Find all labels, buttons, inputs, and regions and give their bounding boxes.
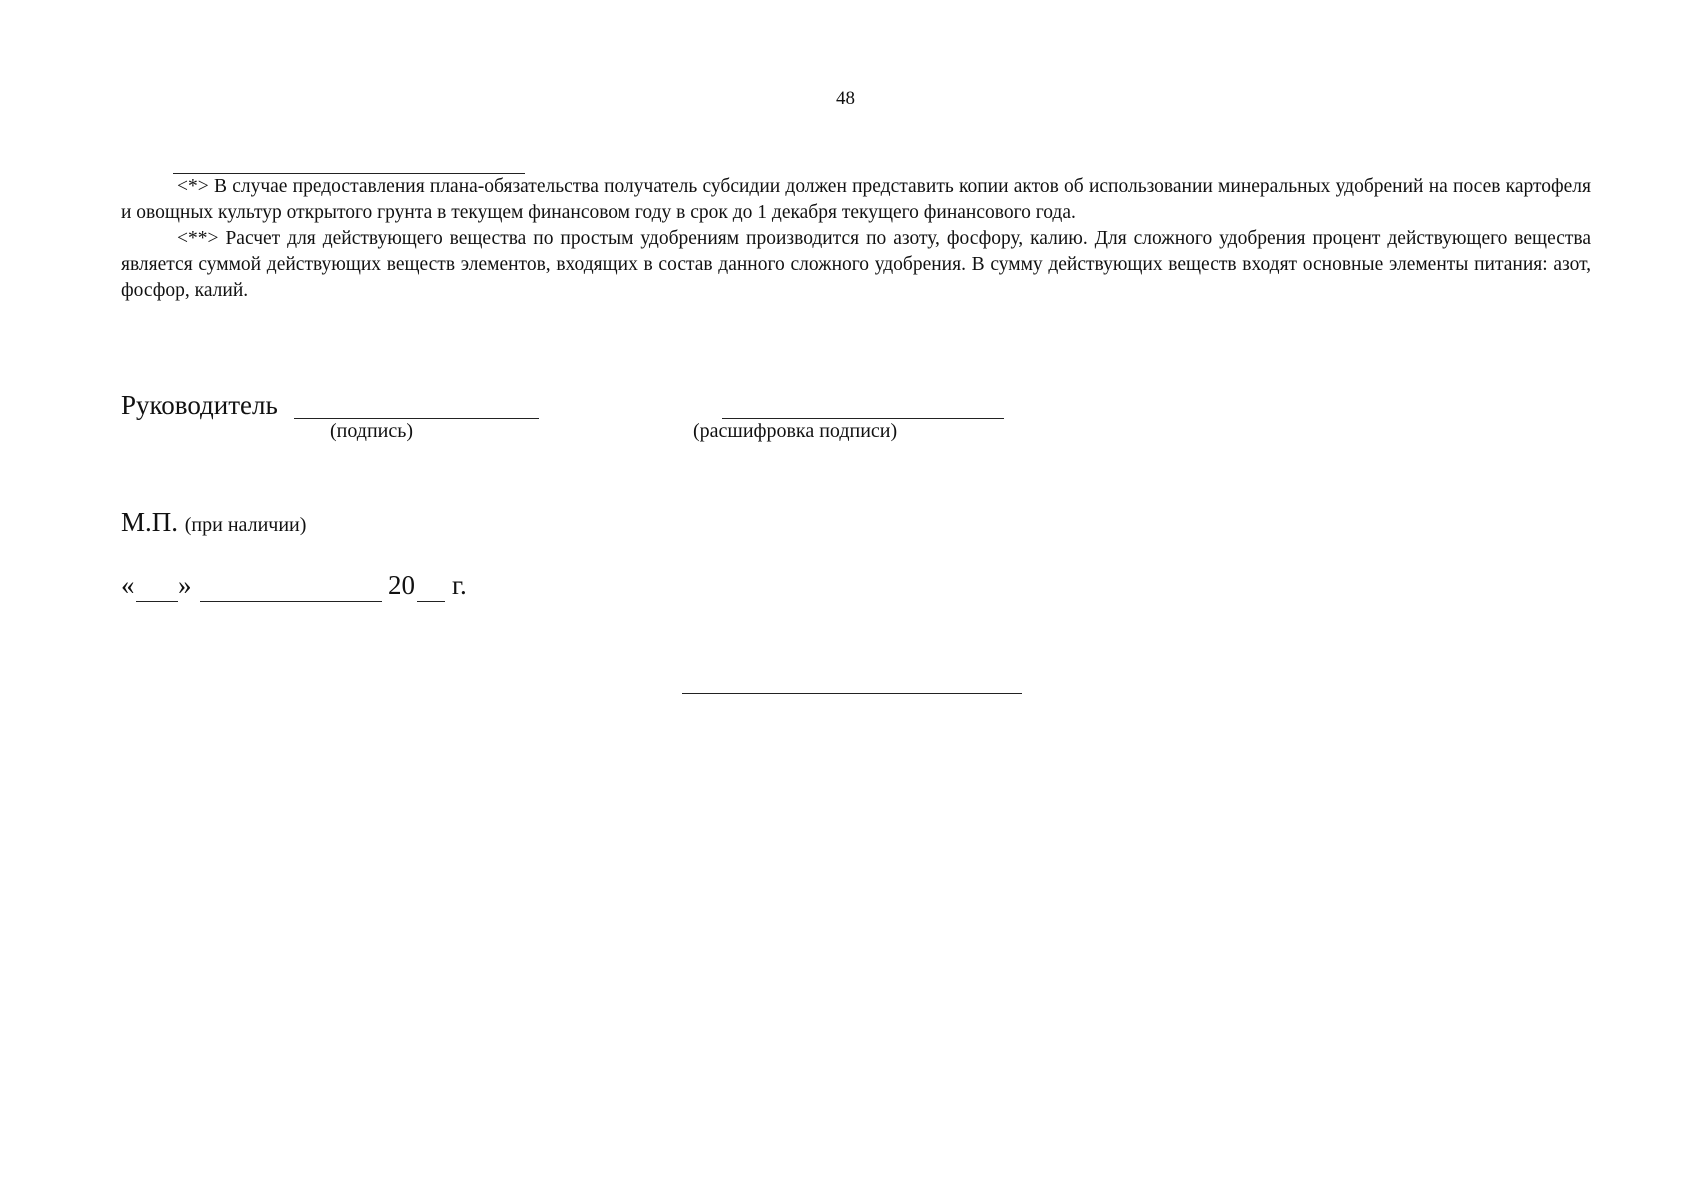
signature-line: [294, 418, 539, 419]
date-open-quote: «: [121, 570, 135, 600]
signature-caption: (подпись): [330, 420, 414, 442]
stamp-label: М.П.: [121, 507, 179, 537]
date-year-line: [417, 601, 445, 602]
date-month-line: [200, 601, 382, 602]
stamp-note: (при наличии): [184, 514, 307, 536]
date-day-line: [136, 601, 178, 602]
footnote-1: <*> В случае предоставления плана-обязательства получатель субсидии должен представить копии актов об использовании минеральных удобрений на посев картофеля и овощных культур открытого грунта в текущем финансовом году в срок до 1 декабря текущего финансового года.: [121, 176, 1591, 223]
date-year-suffix: г.: [452, 570, 467, 600]
decoding-caption: (расшифровка подписи): [693, 420, 898, 442]
signature-title: Руководитель: [121, 390, 278, 420]
date-close-quote: »: [178, 570, 192, 600]
page-number: 48: [836, 88, 855, 109]
decoding-line: [722, 418, 1004, 419]
end-of-document-line: [682, 693, 1022, 694]
date-year-prefix: 20: [388, 570, 415, 600]
footnotes: [121, 174, 1591, 304]
stamp-place: [121, 507, 306, 538]
footnote-2: <**> Расчет для действующего вещества по простым удобрениям производится по азоту, фосфору, калию. Для сложного удобрения процент действующего вещества является суммой действующих веществ элементов, входящих в состав данного сложного удобрения. В сумму действующих веществ входят основные элементы питания: азот, фосфор, калий.: [121, 228, 1591, 301]
